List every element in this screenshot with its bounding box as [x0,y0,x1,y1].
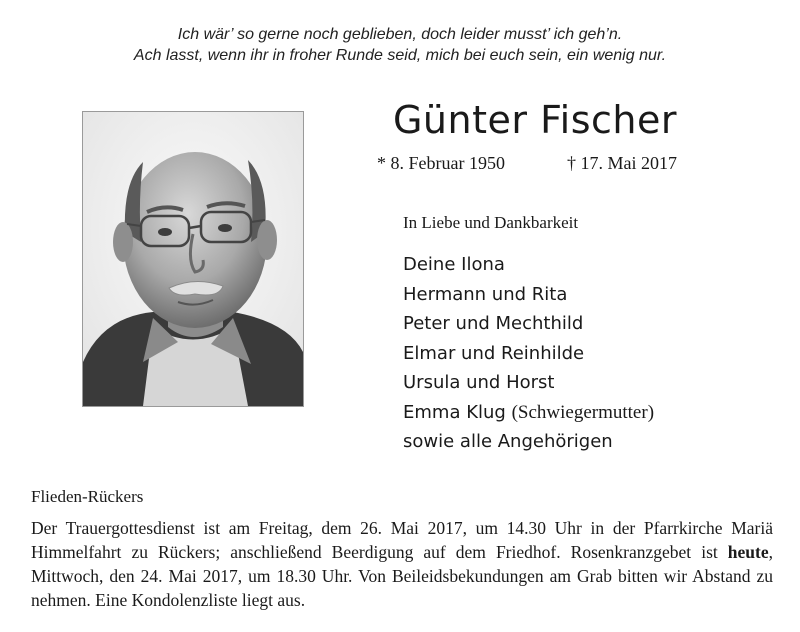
death-date: † 17. Mai 2017 [567,153,677,173]
notice-emphasis: heute [727,542,769,562]
place-of-residence: Flieden-Rückers [31,487,144,506]
family-relation-note: (Schwiegermutter) [511,401,655,423]
family-member-with-note [403,398,654,428]
notice-text-part-1: Der Trauergottesdienst ist am Freitag, dem 26. Mai 2017, um 14.30 Uhr in der Pfarrkirche Mariä Himmelfahrt zu Rückers; anschließend Beerdigung auf dem Friedhof. Rosenkranzgebet ist [31,518,773,562]
funeral-notice [31,516,773,612]
birth-date: * 8. Februar 1950 [377,153,505,173]
family-member: sowie alle Angehörigen [403,431,613,452]
family-member: Ursula und Horst [403,372,555,393]
verse-line-1: Ich wär’ so gerne noch geblieben, doch leider musst’ ich geh’n. [177,26,623,43]
portrait-photo [82,111,304,407]
family-member: Peter und Mechthild [403,313,584,334]
memorial-verse [0,24,800,66]
family-list [403,250,654,457]
notice-text-part-2: , Mittwoch, den 24. Mai 2017, um 18.30 Uhr. Von Beileidsbekundungen am Grab bitten wir Abstand zu nehmen. Eine Kondolenzliste liegt aus. [31,542,773,610]
deceased-name: Günter Fischer [392,98,678,142]
thanks-line: In Liebe und Dankbarkeit [403,213,579,232]
verse-line-2: Ach lasst, wenn ihr in froher Runde seid, mich bei euch sein, ein wenig nur. [133,47,667,64]
family-member: Emma Klug [403,401,506,423]
family-member: Deine Ilona [403,254,505,275]
family-member: Hermann und Rita [403,283,568,305]
family-member: Elmar und Reinhilde [403,342,585,364]
